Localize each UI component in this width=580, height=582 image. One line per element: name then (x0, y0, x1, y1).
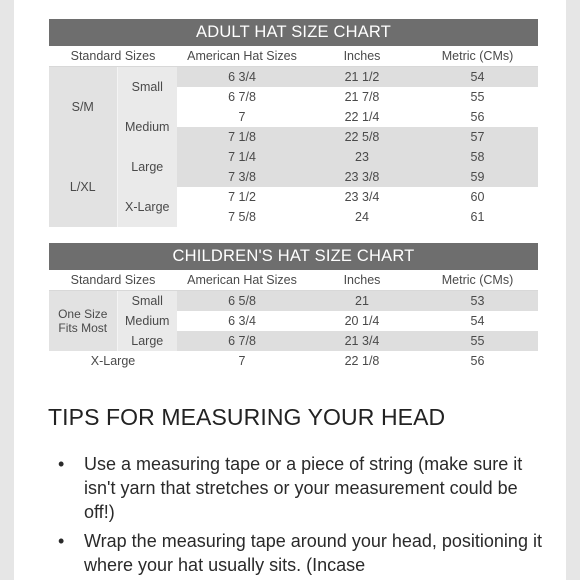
bullet-icon: • (58, 454, 65, 474)
cell: 22 1/4 (307, 107, 417, 127)
cell: 6 7/8 (177, 331, 307, 351)
cell: 24 (307, 207, 417, 227)
list-item (48, 529, 548, 577)
size-label: X-Large (49, 351, 177, 371)
cell: 58 (417, 147, 538, 167)
adult-chart-title: ADULT HAT SIZE CHART (49, 19, 538, 46)
cell: 7 3/8 (177, 167, 307, 187)
cell: 7 1/4 (177, 147, 307, 167)
cell: 54 (417, 311, 538, 331)
size-label: Large (117, 147, 177, 187)
cell: 55 (417, 87, 538, 107)
cell: 59 (417, 167, 538, 187)
size-label: Small (117, 291, 177, 312)
table-row (49, 107, 538, 127)
group-label: S/M (49, 67, 117, 148)
cell: 6 3/4 (177, 311, 307, 331)
cell: 23 3/8 (307, 167, 417, 187)
cell: 7 (177, 351, 307, 371)
cell: 60 (417, 187, 538, 207)
cell: 56 (417, 351, 538, 371)
page-content (14, 0, 566, 580)
cell: 6 3/4 (177, 67, 307, 88)
table-row (49, 147, 538, 167)
table-row (49, 67, 538, 88)
cell: 22 1/8 (307, 351, 417, 371)
tip-text: Use a measuring tape or a piece of string (make sure it isn't yarn that stretches or your measurement could be off!) (84, 454, 523, 522)
cell: 54 (417, 67, 538, 88)
size-label: Large (117, 331, 177, 351)
cell: 21 7/8 (307, 87, 417, 107)
children-chart-title: CHILDREN'S HAT SIZE CHART (49, 243, 538, 270)
right-frame (566, 0, 580, 580)
cell: 22 5/8 (307, 127, 417, 147)
cell: 7 (177, 107, 307, 127)
tips-list (48, 452, 548, 582)
cell: 56 (417, 107, 538, 127)
cell: 7 5/8 (177, 207, 307, 227)
table-row (49, 311, 538, 331)
left-frame (0, 0, 14, 580)
header-american-sizes: American Hat Sizes (177, 270, 307, 291)
header-american-sizes: American Hat Sizes (177, 46, 307, 67)
cell: 20 1/4 (307, 311, 417, 331)
tips-heading: TIPS FOR MEASURING YOUR HEAD (48, 404, 446, 430)
children-hat-size-table (49, 243, 538, 371)
size-label: Small (117, 67, 177, 108)
group-label-line2: Fits Most (58, 321, 108, 335)
size-label: X-Large (117, 187, 177, 227)
header-standard-sizes: Standard Sizes (49, 270, 177, 291)
size-label: Medium (117, 107, 177, 147)
table-row (49, 351, 538, 371)
bullet-icon: • (58, 531, 65, 551)
cell: 23 (307, 147, 417, 167)
tip-text: Wrap the measuring tape around your head, positioning it where your hat usually sits. (Incase (84, 531, 542, 575)
size-label: Medium (117, 311, 177, 331)
group-label (49, 291, 117, 352)
header-inches: Inches (307, 270, 417, 291)
cell: 21 3/4 (307, 331, 417, 351)
cell: 6 5/8 (177, 291, 307, 312)
adult-hat-size-table (49, 19, 538, 227)
cell: 53 (417, 291, 538, 312)
header-standard-sizes: Standard Sizes (49, 46, 177, 67)
table-row (49, 331, 538, 351)
cell: 55 (417, 331, 538, 351)
header-metric: Metric (CMs) (417, 46, 538, 67)
list-item (48, 452, 548, 524)
group-label: L/XL (49, 147, 117, 227)
cell: 7 1/2 (177, 187, 307, 207)
header-inches: Inches (307, 46, 417, 67)
group-label-line1: One Size (58, 307, 108, 321)
cell: 23 3/4 (307, 187, 417, 207)
cell: 21 (307, 291, 417, 312)
cell: 57 (417, 127, 538, 147)
table-row (49, 187, 538, 207)
cell: 6 7/8 (177, 87, 307, 107)
cell: 61 (417, 207, 538, 227)
cell: 21 1/2 (307, 67, 417, 88)
cell: 7 1/8 (177, 127, 307, 147)
header-metric: Metric (CMs) (417, 270, 538, 291)
table-row (49, 291, 538, 312)
